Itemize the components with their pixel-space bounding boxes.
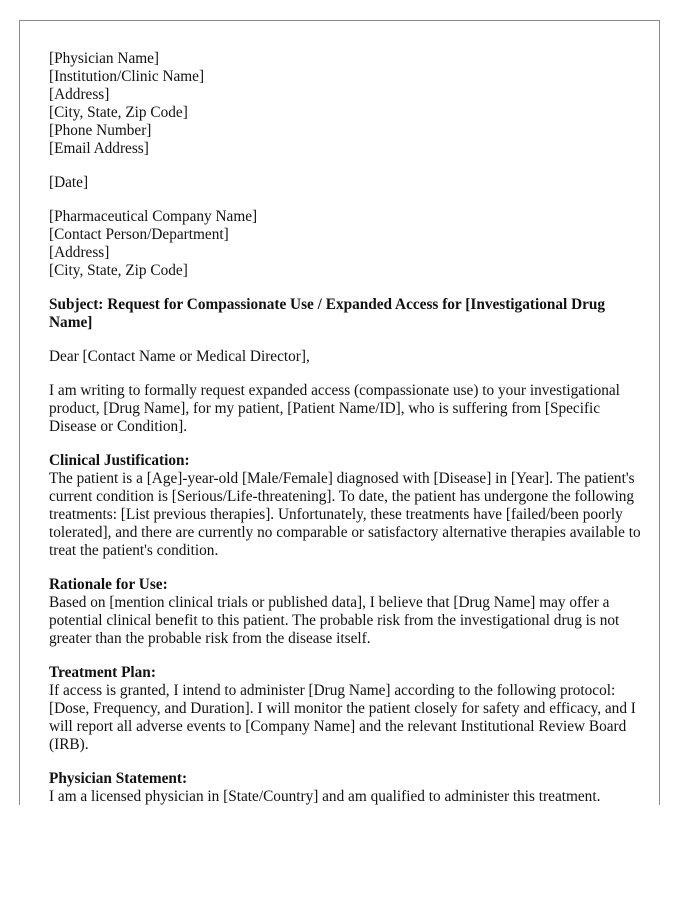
recipient-company: [Pharmaceutical Company Name] [49, 208, 258, 225]
sender-block [49, 50, 641, 158]
sender-institution: [Institution/Clinic Name] [49, 68, 205, 85]
section-physician-statement [49, 770, 641, 805]
section-body: Based on [mention clinical trials or published data], I believe that [Drug Name] may offer a potential clinical benefit to this patient. The probable risk from the investigational drug is not greater than the probable risk from the disease itself. [49, 594, 620, 647]
recipient-address: [Address] [49, 244, 110, 261]
section-heading: Clinical Justification: [49, 452, 190, 469]
date-block [49, 174, 641, 192]
section-body: If access is granted, I intend to administer [Drug Name] according to the following protocol: [Dose, Frequency, and Duration]. I will monitor the patient closely for safety and efficacy, and I will report all adverse events to [Company Name] and the relevant Institutional Review Board (IRB). [49, 682, 636, 753]
sender-address: [Address] [49, 86, 110, 103]
section-heading: Rationale for Use: [49, 576, 168, 593]
section-rationale [49, 576, 641, 648]
letter-page [19, 20, 660, 805]
recipient-contact: [Contact Person/Department] [49, 226, 229, 243]
letter-content [49, 50, 641, 805]
section-clinical-justification [49, 452, 641, 560]
sender-email: [Email Address] [49, 140, 149, 157]
salutation: Dear [Contact Name or Medical Director], [49, 348, 310, 365]
sender-city-state-zip: [City, State, Zip Code] [49, 104, 188, 121]
intro-paragraph: I am writing to formally request expanded access (compassionate use) to your investigational product, [Drug Name], for my patient, [Patient Name/ID], who is suffering from [Specific Disease or Condition]. [49, 382, 620, 435]
sender-phone: [Phone Number] [49, 122, 152, 139]
section-heading: Physician Statement: [49, 770, 188, 787]
section-body: I am a licensed physician in [State/Country] and am qualified to administer this treatment. [49, 788, 601, 805]
recipient-city-state-zip: [City, State, Zip Code] [49, 262, 188, 279]
sender-physician-name: [Physician Name] [49, 50, 160, 67]
letter-date: [Date] [49, 174, 89, 191]
recipient-block [49, 208, 641, 280]
section-treatment-plan [49, 664, 641, 754]
section-heading: Treatment Plan: [49, 664, 156, 681]
section-body: The patient is a [Age]-year-old [Male/Female] diagnosed with [Disease] in [Year]. The patient's current condition is [Serious/Life-threatening]. To date, the patient has undergone the following treatments: [List previous therapies]. Unfortunately, these treatments have [failed/been poorly tolerated], and there are currently no comparable or satisfactory alternative therapies available to treat the patient's condition. [49, 470, 641, 559]
subject-line: Subject: Request for Compassionate Use / Expanded Access for [Investigational Drug Name] [49, 296, 606, 331]
